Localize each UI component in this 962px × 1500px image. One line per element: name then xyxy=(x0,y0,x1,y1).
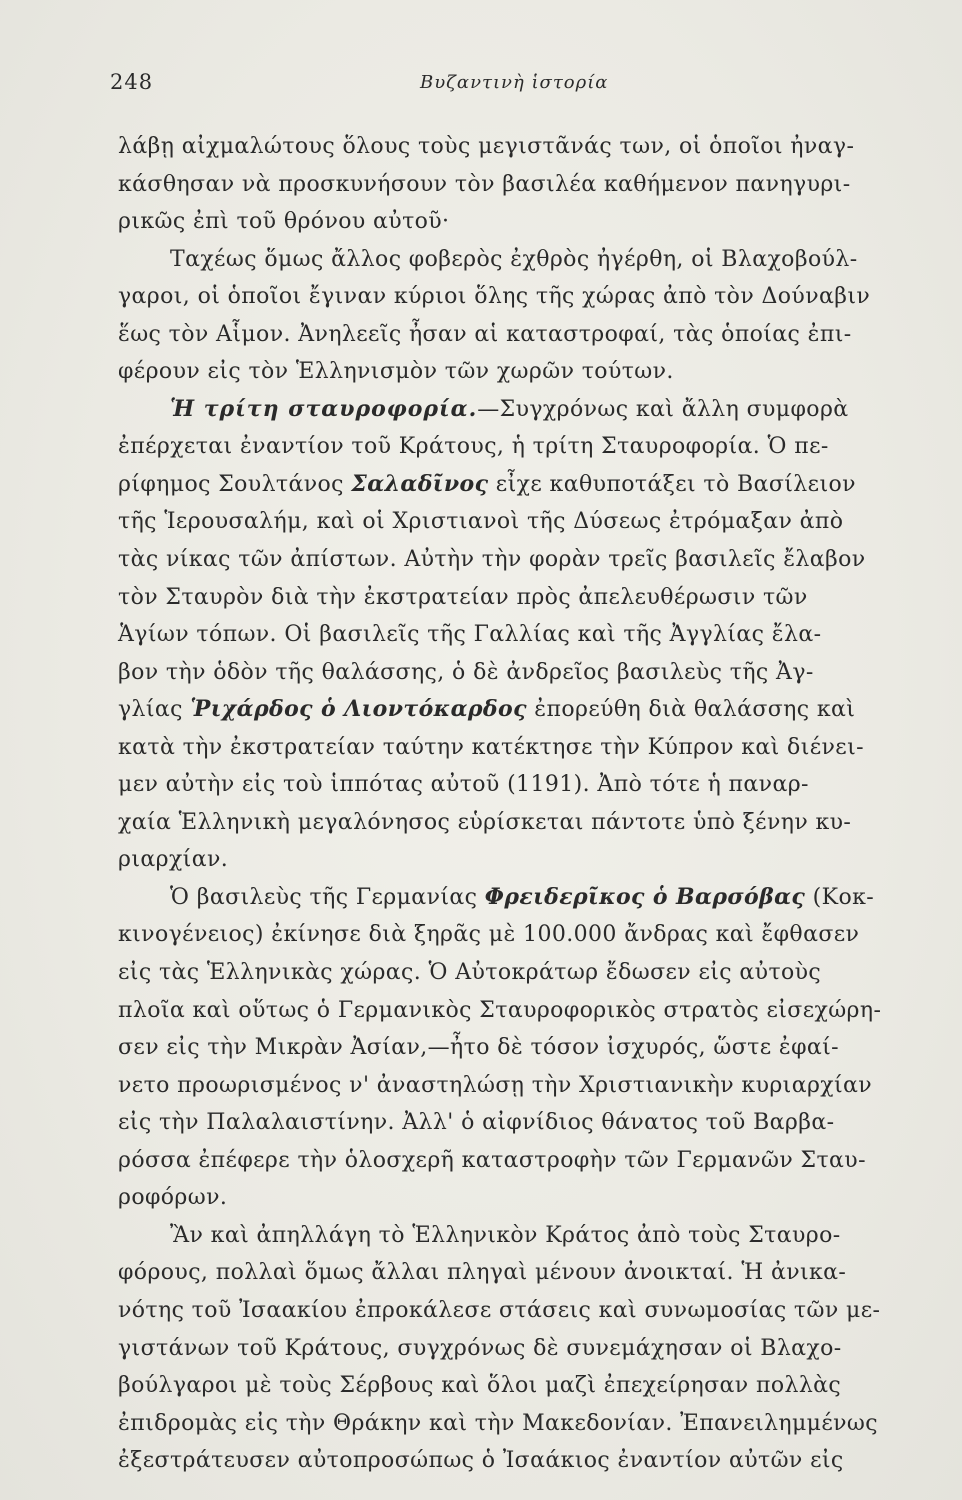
text-line xyxy=(118,879,918,917)
text-line: βον τὴν ὁδὸν τῆς θαλάσσης, ὁ δὲ ἀνδρεῖος βασιλεὺς τῆς Ἀγ- xyxy=(118,659,814,685)
body-text xyxy=(118,128,918,1480)
text-line: εἰς τὰς Ἑλληνικὰς χώρας. Ὁ Αὐτοκράτωρ ἔδωσεν εἰς αὐτοὺς xyxy=(118,960,822,986)
text-line: μεν αὐτὴν εἰς τοὺ ἱππότας αὐτοῦ (1191). Ἀπὸ τότε ἡ παναρ- xyxy=(118,772,809,798)
text-line: γιστάνων τοῦ Κράτους, συγχρόνως δὲ συνεμάχησαν οἱ Βλαχο- xyxy=(118,1335,842,1361)
text-line: κατὰ τὴν ἐκστρατείαν ταύτην κατέκτησε τὴν Κύπρον καὶ διένει- xyxy=(118,734,864,760)
emphasized-name: Σαλαδῖνος xyxy=(351,470,489,497)
text-line: Ταχέως ὅμως ἄλλος φοβερὸς ἐχθρὸς ἠγέρθη, οἱ Βλαχοβούλ- xyxy=(170,246,858,272)
text-line: ἐπέρχεται ἐναντίον τοῦ Κράτους, ἡ τρίτη Σταυροφορία. Ὁ πε- xyxy=(118,434,829,460)
text-line: κάσθησαν νὰ προσκυνήσουν τὸν βασιλέα καθήμενον πανηγυρι- xyxy=(118,171,851,197)
text-line xyxy=(118,691,918,729)
text-fragment: —Συγχρόνως καὶ ἄλλη συμφορὰ xyxy=(477,396,849,422)
text-fragment: Ὁ βασιλεὺς τῆς Γερμανίας xyxy=(170,884,478,910)
text-line: ἕως τὸν Αἷμον. Ἀνηλεεῖς ἦσαν αἱ καταστροφαί, τὰς ὁποίας ἐπι- xyxy=(118,321,852,347)
text-line: νετο προωρισμένος ν' ἀναστηλώσῃ τὴν Χριστιανικὴν κυριαρχίαν xyxy=(118,1072,873,1098)
text-line: Ἁγίων τόπων. Οἱ βασιλεῖς τῆς Γαλλίας καὶ τῆς Ἀγγλίας ἔλα- xyxy=(118,622,822,648)
text-fragment: εἶχε καθυποτάξει τὸ Βασίλειον xyxy=(495,471,856,497)
text-line: ἐπιδρομὰς εἰς τὴν Θράκην καὶ τὴν Μακεδονίαν. Ἐπανειλημμένως xyxy=(118,1410,878,1436)
text-fragment: (Κοκ- xyxy=(812,884,875,910)
text-line: ρικῶς ἐπὶ τοῦ θρόνου αὐτοῦ· xyxy=(118,209,450,235)
text-line: τὰς νίκας τῶν ἀπίστων. Αὐτὴν τὴν φορὰν τρεῖς βασιλεῖς ἔλαβον xyxy=(118,547,866,573)
text-line: λάβῃ αἰχμαλώτους ὅλους τοὺς μεγιστᾶνάς των, οἱ ὁποῖοι ἠναγ- xyxy=(118,134,855,159)
text-line: βούλγαροι μὲ τοὺς Σέρβους καὶ ὅλοι μαζὶ ἐπεχείρησαν πολλὰς xyxy=(118,1373,842,1399)
emphasized-name: Φρειδερῖκος ὁ Βαρσόβας xyxy=(484,883,806,910)
text-line: ἐξεστράτευσεν αὐτοπροσώπως ὁ Ἰσαάκιος ἐναντίον αὐτῶν εἰς xyxy=(118,1448,844,1474)
text-line: σεν εἰς τὴν Μικρὰν Ἀσίαν,—ἦτο δὲ τόσον ἰσχυρός, ὥστε ἐφαί- xyxy=(118,1035,840,1061)
text-line: κινογένειος) ἐκίνησε διὰ ξηρᾶς μὲ 100.000 ἄνδρας καὶ ἔφθασεν xyxy=(118,922,860,948)
running-head xyxy=(110,70,840,102)
text-line: εἰς τὴν Παλαλαιστίνην. Ἀλλ' ὁ αἰφνίδιος θάνατος τοῦ Βαρβα- xyxy=(118,1110,835,1136)
text-line: φόρους, πολλαὶ ὅμως ἄλλαι πληγαὶ μένουν ἀνοικταί. Ἡ ἀνικα- xyxy=(118,1260,847,1286)
running-title: Βυζαντινὴ ἱστορία xyxy=(420,72,609,93)
page-number: 248 xyxy=(110,70,154,94)
text-fragment: ρίφημος Σουλτάνος xyxy=(118,471,344,497)
text-line: ριαρχίαν. xyxy=(118,847,229,873)
text-line: ρόσσα ἐπέφερε τὴν ὁλοσχερῆ καταστροφὴν τῶν Γερμανῶν Σταυ- xyxy=(118,1147,866,1173)
text-line: φέρουν εἰς τὸν Ἑλληνισμὸν τῶν χωρῶν τούτων. xyxy=(118,359,674,385)
text-line xyxy=(118,391,918,429)
text-fragment: γλίας xyxy=(118,697,183,723)
text-line: χαία Ἑλληνικὴ μεγαλόνησος εὑρίσκεται πάντοτε ὑπὸ ξένην κυ- xyxy=(118,809,852,835)
section-subheading: Ἡ τρίτη σταυροφορία. xyxy=(170,395,478,422)
emphasized-name: Ῥιχάρδος ὁ Λιοντόκαρδος xyxy=(190,696,527,723)
text-line: Ἂν καὶ ἀπηλλάγη τὸ Ἑλληνικὸν Κράτος ἀπὸ τοὺς Σταυρο- xyxy=(170,1222,841,1248)
text-line xyxy=(118,466,918,504)
text-fragment: ἐπορεύθη διὰ θαλάσσης καὶ xyxy=(534,697,856,723)
text-line: ροφόρων. xyxy=(118,1185,228,1211)
text-line: γαροι, οἱ ὁποῖοι ἔγιναν κύριοι ὅλης τῆς χώρας ἀπὸ τὸν Δούναβιν xyxy=(118,284,871,310)
text-line: τῆς Ἱερουσαλήμ, καὶ οἱ Χριστιανοὶ τῆς Δύσεως ἐτρόμαξαν ἀπὸ xyxy=(118,509,844,535)
text-line: τὸν Σταυρὸν διὰ τὴν ἐκστρατείαν πρὸς ἀπελευθέρωσιν τῶν xyxy=(118,584,808,610)
text-line: νότης τοῦ Ἰσαακίου ἐπροκάλεσε στάσεις καὶ συνωμοσίας τῶν με- xyxy=(118,1297,881,1323)
text-line: πλοῖα καὶ οὕτως ὁ Γερμανικὸς Σταυροφορικὸς στρατὸς εἰσεχώρη- xyxy=(118,997,882,1023)
